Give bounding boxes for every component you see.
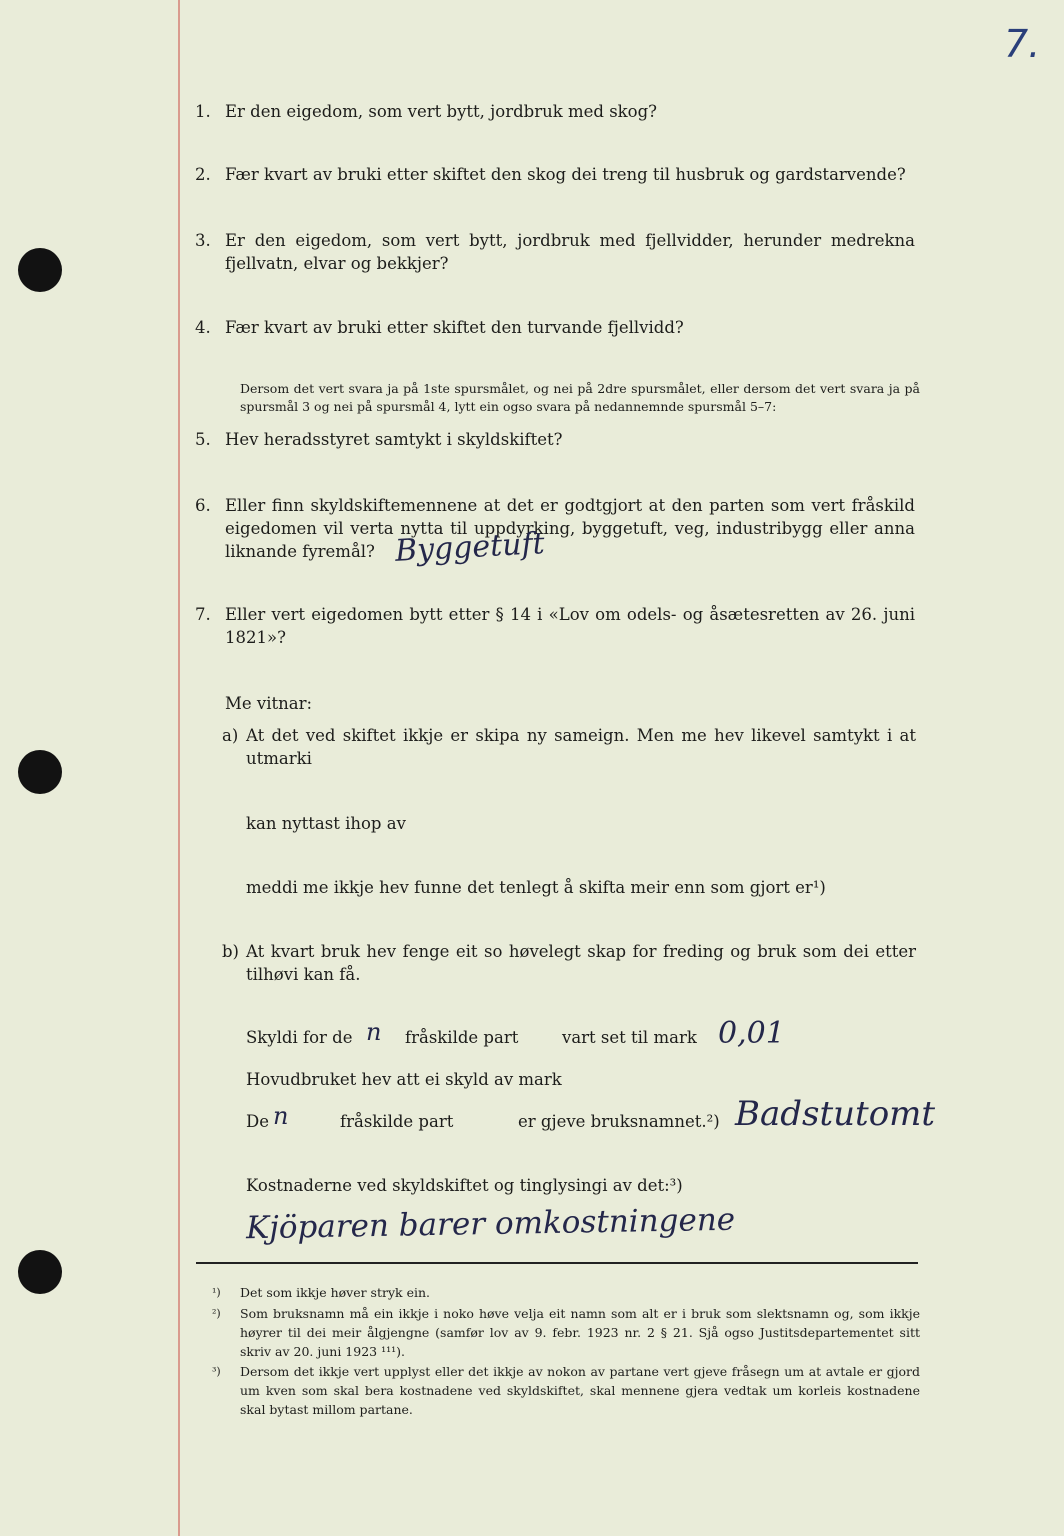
kostnader-value: Kjöparen barer omkostningene: [245, 1201, 736, 1247]
witness-heading: Me vitnar:: [225, 694, 313, 713]
handwritten-answer-q6: Byggetuft: [394, 526, 546, 569]
margin-line: [178, 0, 180, 1536]
instruction-note: Dersom det vert svara ja på 1ste spursmålet, og nei på 2dre spursmålet, eller dersom det vert svara ja på spursmål 3 og nei på spursmål 4, lytt ein ogso svara på nedannemnde spursmål 5–7:: [240, 381, 920, 414]
question-text: Eller finn skyldskiftemennene at det er godtgjort at den parten som vert fråskild eigedomen vil verta nytta til uppdyrking, byggetuft, veg, industribygg eller anna liknande fyremål?: [225, 496, 915, 561]
item-label: a): [222, 726, 239, 745]
footnote-mark: ³): [212, 1365, 221, 1378]
skyld-label: Skyldi for de: [246, 1028, 353, 1047]
witness-a-text: At det ved skiftet ikkje er skipa ny sameign. Men me hev likevel samtykt i at utmarki: [246, 726, 916, 768]
punch-hole: [18, 1250, 62, 1294]
question-number: 4.: [195, 318, 211, 337]
bruksnamn-handwritten-suffix: n: [273, 1102, 289, 1130]
question-number: 7.: [195, 605, 211, 624]
punch-hole: [18, 750, 62, 794]
bruksnamn-label: De: [246, 1112, 269, 1131]
bruksnamn-part-label: fråskilde part: [340, 1112, 454, 1131]
footnote-text: Det som ikkje høver stryk ein.: [240, 1285, 431, 1300]
witness-a-line2: kan nyttast ihop av: [246, 814, 406, 833]
footnote-text: Dersom det ikkje vert upplyst eller det ikkje av nokon av partane vert gjeve fråsegn um at avtale er gjord um kven som skal bera kostnadene ved skyldskiftet, skal mennene gjera vedtak um korleis kostnadene skal bytast millom partane.: [240, 1364, 920, 1417]
skyld-mark-label: vart set til mark: [562, 1028, 697, 1047]
page-number: 7.: [1004, 22, 1041, 66]
question-number: 5.: [195, 430, 211, 449]
question-number: 3.: [195, 231, 211, 250]
skyld-value: 0,01: [718, 1016, 785, 1051]
punch-hole: [18, 248, 62, 292]
witness-b-text: At kvart bruk hev fenge eit so høvelegt skap for freding og bruk som dei etter tilhøvi kan få.: [246, 942, 916, 984]
bruksnamn-value: Badstutomt: [735, 1094, 936, 1134]
witness-a-line3: meddi me ikkje hev funne det tenlegt å skifta meir enn som gjort er¹): [246, 878, 826, 897]
footnote-divider: [196, 1262, 918, 1264]
question-text: Er den eigedom, som vert bytt, jordbruk med fjellvidder, herunder medrekna fjellvatn, elvar og bekkjer?: [225, 231, 915, 273]
bruksnamn-name-label: er gjeve bruksnamnet.²): [518, 1112, 720, 1131]
question-number: 2.: [195, 165, 211, 184]
footnote-mark: ²): [212, 1307, 221, 1320]
skyld-part-label: fråskilde part: [405, 1028, 519, 1047]
question-text: Eller vert eigedomen bytt etter § 14 i «Lov om odels- og åsætesretten av 26. juni 1821»?: [225, 605, 915, 647]
question-text: Hev heradsstyret samtykt i skyldskiftet?: [225, 430, 563, 449]
kostnader-label: Kostnaderne ved skyldskiftet og tinglysingi av det:³): [246, 1176, 683, 1195]
question-number: 1.: [195, 102, 211, 121]
question-number: 6.: [195, 496, 211, 515]
question-text: Er den eigedom, som vert bytt, jordbruk med skog?: [225, 102, 657, 121]
item-label: b): [222, 942, 239, 961]
hovudbruk-label: Hovudbruket hev att ei skyld av mark: [246, 1070, 562, 1089]
footnote-mark: ¹): [212, 1286, 221, 1299]
skyld-handwritten-suffix: n: [366, 1018, 382, 1046]
question-text: Fær kvart av bruki etter skiftet den turvande fjellvidd?: [225, 318, 684, 337]
question-text: Fær kvart av bruki etter skiftet den skog dei treng til husbruk og gardstarvende?: [225, 165, 906, 184]
footnote-text: Som bruksnamn må ein ikkje i noko høve velja eit namn som alt er i bruk som slektsnamn og, som ikkje høyrer til dei meir ålgjengne (samfør lov av 9. febr. 1923 nr. 2 § 21. Sjå ogso Justitsdepartementet sitt skriv av 20. juni 1923 ¹¹¹).: [240, 1306, 920, 1359]
